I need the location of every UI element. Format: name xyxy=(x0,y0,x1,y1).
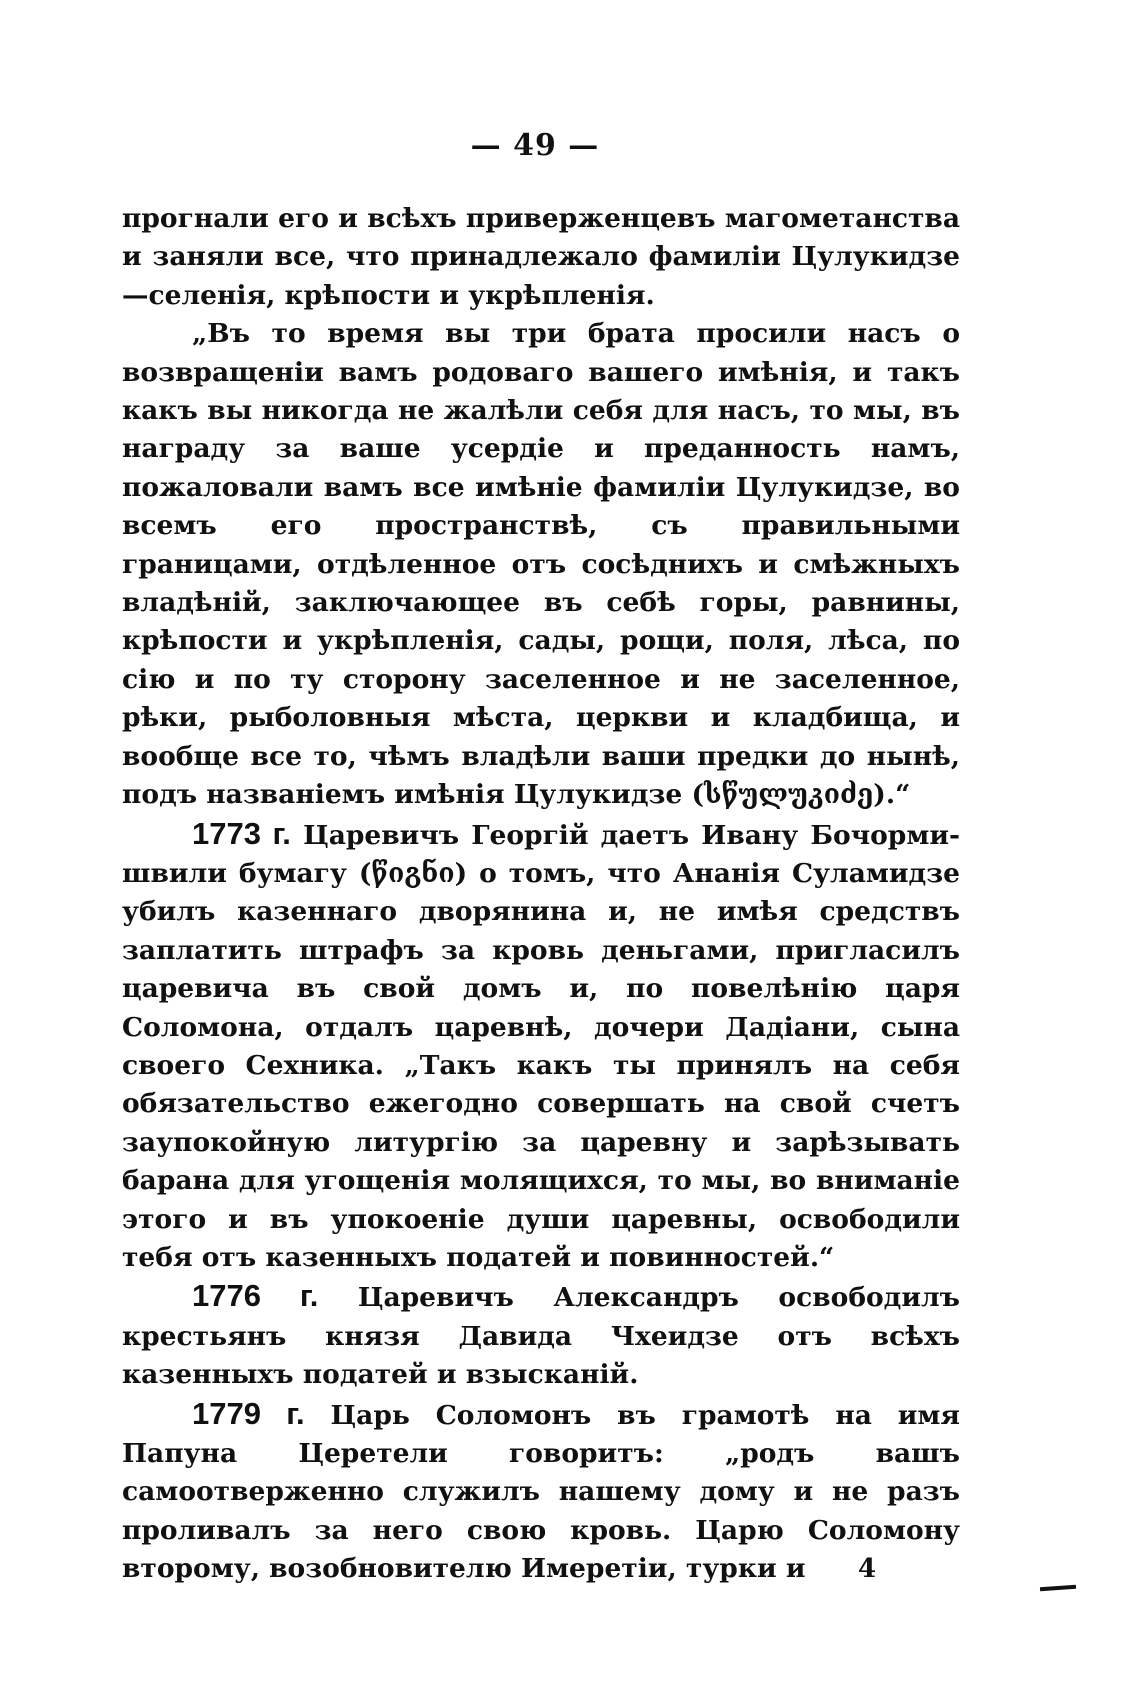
page-edge-mark xyxy=(1040,1585,1076,1592)
signature-mark: 4 xyxy=(858,1554,877,1584)
body-text xyxy=(122,200,960,1589)
paragraph-text: „Въ то время вы три брата просили насъ о возвращеніи вамъ родоваго вашего имѣнія, и такъ какъ вы никогда не жалѣли себя для насъ, то мы, въ награду за ваше усердіе и преданность намъ, пожаловали вамъ все имѣніе фамиліи Цулукидзе, во всемъ его пространствѣ, съ правильными границами, отдѣленное отъ сосѣднихъ и смѣжныхъ владѣній, заключающее въ себѣ горы, равнины, крѣпости и укрѣпленія, сады, рощи, поля, лѣса, по сію и по ту сторону заселенное и не заселенное, рѣки, рыболовныя мѣста, церкви и кладбища, и вообще все то, чѣмъ владѣли ваши предки до нынѣ, подъ названіемъ имѣнія Цулукидзе (სწულუკიძე).“ xyxy=(122,318,960,811)
year-heading: 1773 г. xyxy=(192,815,291,851)
year-heading: 1779 г. xyxy=(192,1395,305,1431)
paragraph xyxy=(122,315,960,814)
paragraph-text: Царевичъ Александръ освободилъ крестьянъ князя Давида Чхеидзе отъ всѣхъ казенныхъ податей и взысканій. xyxy=(122,1282,960,1391)
paragraph-text: Царевичъ Георгій даетъ Ивану Бочорми-швили бумагу (წიგნი) о томъ, что Ананія Суламидзе убилъ казеннаго дворянина и, не имѣя средствъ заплатить штрафъ за кровь деньгами, пригласилъ царевича въ свой домъ и, по повелѣнію царя Соломона, отдалъ царевнѣ, дочери Дадіани, сына своего Сехника. „Такъ какъ ты принялъ на себя обязательство ежегодно совершать на свой счетъ заупокойную литургію за царевну и зарѣзывать барана для угощенія молящихся, то мы, во вниманіе этого и въ упокоеніе души царевны, освободили тебя отъ казенныхъ податей и повинностей.“ xyxy=(122,819,961,1273)
paragraph-text: Царь Соломонъ въ грамотѣ на имя Папуна Церетели говоритъ: „родъ вашъ самоотверженно служилъ нашему дому и не разъ проливалъ за него свою кровь. Царю Соломону второму, возобновителю Имеретіи, турки и xyxy=(122,1399,961,1585)
paragraph xyxy=(122,1277,960,1394)
paragraph xyxy=(122,1395,960,1589)
paragraph-text: прогнали его и всѣхъ приверженцевъ магометанства и заняли все, что принадлежало фамиліи Цулукидзе—селенія, крѣпости и укрѣпленія. xyxy=(122,203,960,311)
page-number: — 49 — xyxy=(470,128,600,163)
paragraph xyxy=(122,815,960,1278)
year-heading: 1776 г. xyxy=(192,1278,319,1314)
paragraph xyxy=(122,200,960,315)
